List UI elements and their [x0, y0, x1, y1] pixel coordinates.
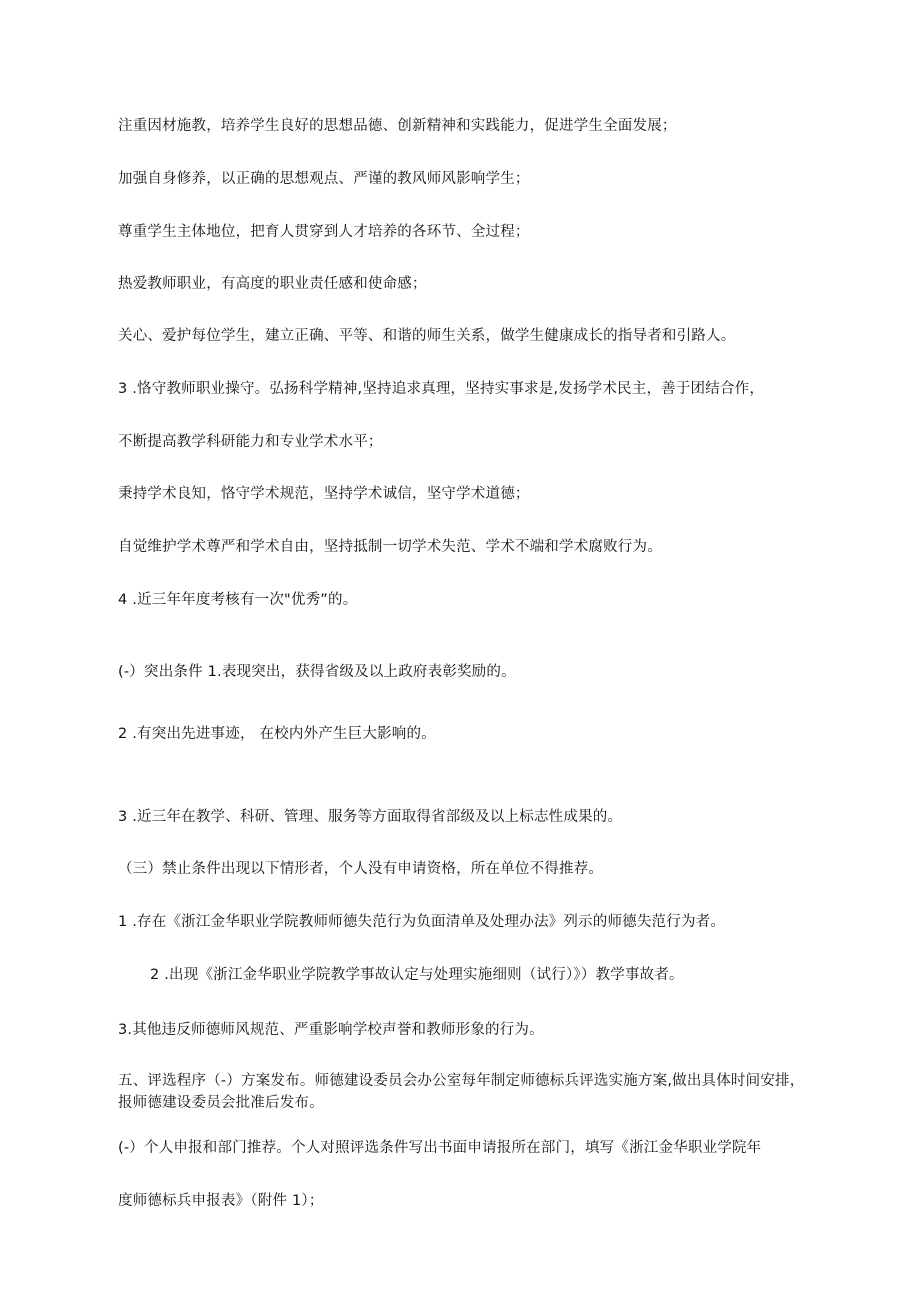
section-heading: (-）突出条件 1.表现突出，获得省级及以上政府表彰奖励的。 [118, 664, 516, 680]
section-heading: （三）禁止条件出现以下情形者，个人没有申请资格，所在单位不得推荐。 [118, 861, 604, 877]
paragraph-line: 3 .近三年在教学、科研、管理、服务等方面取得省部级及以上标志性成果的。 [118, 809, 623, 825]
paragraph-line: 热爱教师职业，有高度的职业责任感和使命感； [118, 276, 427, 292]
paragraph-line: 自觉维护学术尊严和学术自由，坚持抵制一切学术失范、学术不端和学术腐败行为。 [118, 539, 662, 555]
paragraph-line: 2 .出现《浙江金华职业学院教学事故认定与处理实施细则（试行）》）教学事故者。 [150, 967, 684, 983]
section-heading: 五、评选程序（-）方案发布。师德建设委员会办公室每年制定师德标兵评选实施方案,做出具体时间安排，报师德建设委员会批准后发布。 [118, 1073, 805, 1111]
paragraph-line: 尊重学生主体地位，把育人贯穿到人才培养的各环节、全过程； [118, 224, 530, 240]
paragraph-line: 加强自身修养，以正确的思想观点、严谨的教风师风影响学生； [118, 171, 530, 187]
paragraph-line: 注重因材施教，培养学生良好的思想品德、创新精神和实践能力，促进学生全面发展； [118, 118, 677, 134]
paragraph-line: 1 .存在《浙江金华职业学院教师师德失范行为负面清单及处理办法》列示的师德失范行为者。 [118, 914, 726, 930]
paragraph-line: 不断提高教学科研能力和专业学术水平； [118, 434, 383, 450]
paragraph-line: 关心、爱护每位学生，建立正确、平等、和谐的师生关系，做学生健康成长的指导者和引路人。 [118, 328, 736, 344]
paragraph-line: 2 .有突出先进事迹， 在校内外产生巨大影响的。 [118, 726, 436, 742]
paragraph-line: 4 .近三年年度考核有一次"优秀”的。 [118, 592, 358, 608]
paragraph-line: 3.其他违反师德师风规范、严重影响学校声誉和教师形象的行为。 [118, 1022, 544, 1038]
paragraph-line: 秉持学术良知，恪守学术规范，坚持学术诚信，坚守学术道德； [118, 486, 530, 502]
paragraph-line: 度师德标兵申报表》（附件 1）； [118, 1193, 324, 1209]
paragraph-line: 3 .恪守教师职业操守。弘扬科学精神,坚持追求真理，坚持实事求是,发扬学术民主，善于团结合作， [118, 381, 765, 397]
paragraph-line: (-）个人申报和部门推荐。个人对照评选条件写出书面申请报所在部门，填写《浙江金华职业学院年 [118, 1140, 762, 1156]
